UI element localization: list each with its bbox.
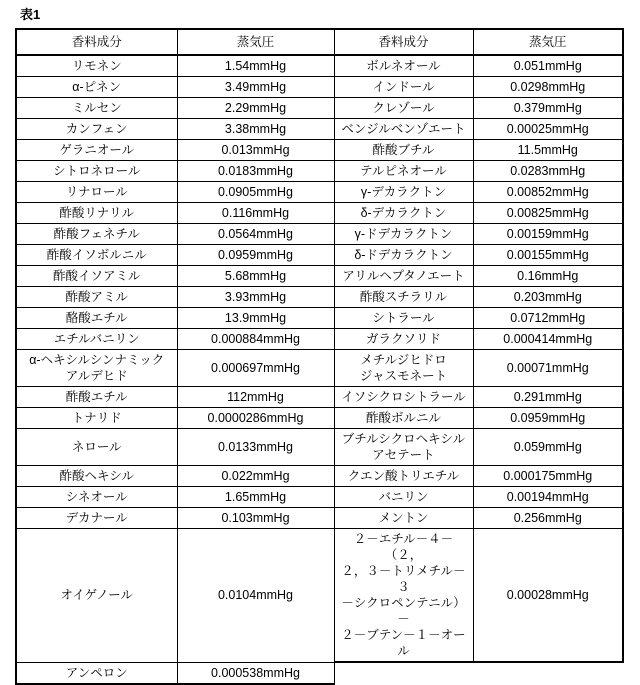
table-row: [16, 408, 623, 429]
table-row: [16, 224, 623, 245]
header-component-right: 香料成分: [334, 29, 473, 55]
vapor-pressure-cell: 0.203mmHg: [473, 287, 623, 308]
component-name-cell: α-ピネン: [16, 77, 177, 98]
vapor-pressure-cell: 0.000175mmHg: [473, 466, 623, 487]
component-name-cell: メントン: [334, 508, 473, 529]
component-name-cell: クレゾール: [334, 98, 473, 119]
component-name-cell: ２－エチル－４－（２， ２，３－トリメチル－３ －シクロペンテニル）－ ２－ブテン－１－オール: [334, 529, 473, 663]
table-row: [16, 98, 623, 119]
component-name-cell: γ-ドデカラクトン: [334, 224, 473, 245]
vapor-pressure-table: [15, 28, 624, 685]
vapor-pressure-cell: 0.0104mmHg: [177, 529, 334, 663]
component-name-cell: ガラクソリド: [334, 329, 473, 350]
table-row: [16, 662, 623, 684]
component-name-cell: エチルバニリン: [16, 329, 177, 350]
component-name-cell: ゲラニオール: [16, 140, 177, 161]
table-row: [16, 203, 623, 224]
component-name-cell: ネロール: [16, 429, 177, 466]
table-row: [16, 119, 623, 140]
table-row: [16, 77, 623, 98]
table-caption: 表1: [20, 7, 41, 22]
vapor-pressure-cell: 0.059mmHg: [473, 429, 623, 466]
component-name-cell: 酢酸ボルニル: [334, 408, 473, 429]
table-row: [16, 429, 623, 466]
vapor-pressure-cell: 0.051mmHg: [473, 55, 623, 77]
vapor-pressure-cell: 0.00825mmHg: [473, 203, 623, 224]
table-row: [16, 466, 623, 487]
header-vapor-pressure-left: 蒸気圧: [177, 29, 334, 55]
table-row: [16, 245, 623, 266]
vapor-pressure-cell: 0.0564mmHg: [177, 224, 334, 245]
vapor-pressure-cell: 3.93mmHg: [177, 287, 334, 308]
vapor-pressure-cell: 5.68mmHg: [177, 266, 334, 287]
vapor-pressure-cell: 0.0133mmHg: [177, 429, 334, 466]
vapor-pressure-cell: 0.0183mmHg: [177, 161, 334, 182]
table-row: [16, 266, 623, 287]
vapor-pressure-cell: 0.379mmHg: [473, 98, 623, 119]
component-name-cell: アリルヘプタノエート: [334, 266, 473, 287]
vapor-pressure-cell: 1.54mmHg: [177, 55, 334, 77]
header-vapor-pressure-right: 蒸気圧: [473, 29, 623, 55]
vapor-pressure-cell: 0.000697mmHg: [177, 350, 334, 387]
vapor-pressure-cell: 0.0959mmHg: [177, 245, 334, 266]
vapor-pressure-cell: 11.5mmHg: [473, 140, 623, 161]
component-name-cell: 酢酸リナリル: [16, 203, 177, 224]
component-name-cell: ミルセン: [16, 98, 177, 119]
table-row: [16, 487, 623, 508]
vapor-pressure-cell: 0.000884mmHg: [177, 329, 334, 350]
component-name-cell: δ-デカラクトン: [334, 203, 473, 224]
component-name-cell: イソシクロシトラール: [334, 387, 473, 408]
table-body: [16, 55, 623, 684]
component-name-cell: アンペロン: [16, 662, 177, 684]
component-name-cell: リモネン: [16, 55, 177, 77]
component-name-cell: ブチルシクロヘキシル アセテート: [334, 429, 473, 466]
table-row: [16, 55, 623, 77]
vapor-pressure-cell: 0.0959mmHg: [473, 408, 623, 429]
vapor-pressure-cell: 0.000538mmHg: [177, 662, 334, 684]
table-row: [16, 161, 623, 182]
vapor-pressure-cell: 0.0298mmHg: [473, 77, 623, 98]
component-name-cell: オイゲノール: [16, 529, 177, 663]
component-name-cell: カンフェン: [16, 119, 177, 140]
component-name-cell: δ-ドデカラクトン: [334, 245, 473, 266]
component-name-cell: 酢酸アミル: [16, 287, 177, 308]
table-row: [16, 308, 623, 329]
table-row: [16, 508, 623, 529]
component-name-cell: 酢酸エチル: [16, 387, 177, 408]
vapor-pressure-cell: 0.256mmHg: [473, 508, 623, 529]
component-name-cell: シトロネロール: [16, 161, 177, 182]
vapor-pressure-cell: 0.00155mmHg: [473, 245, 623, 266]
component-name-cell: シネオール: [16, 487, 177, 508]
component-name-cell: 酢酸ブチル: [334, 140, 473, 161]
vapor-pressure-cell: 0.116mmHg: [177, 203, 334, 224]
vapor-pressure-cell: 2.29mmHg: [177, 98, 334, 119]
component-name-cell: トナリド: [16, 408, 177, 429]
component-name-cell: α-ヘキシルシンナミック アルデヒド: [16, 350, 177, 387]
vapor-pressure-cell: 0.103mmHg: [177, 508, 334, 529]
component-name-cell: 酪酸エチル: [16, 308, 177, 329]
vapor-pressure-cell: 0.16mmHg: [473, 266, 623, 287]
table-row: [16, 182, 623, 203]
vapor-pressure-cell: 0.022mmHg: [177, 466, 334, 487]
component-name-cell: 酢酸イソボルニル: [16, 245, 177, 266]
vapor-pressure-cell: 0.00194mmHg: [473, 487, 623, 508]
header-row: [16, 29, 623, 55]
vapor-pressure-cell: 0.013mmHg: [177, 140, 334, 161]
vapor-pressure-cell: 0.0283mmHg: [473, 161, 623, 182]
vapor-pressure-cell: 0.000414mmHg: [473, 329, 623, 350]
component-name-cell: メチルジヒドロ ジャスモネート: [334, 350, 473, 387]
vapor-pressure-cell: 3.38mmHg: [177, 119, 334, 140]
header-component-left: 香料成分: [16, 29, 177, 55]
vapor-pressure-cell: 13.9mmHg: [177, 308, 334, 329]
component-name-cell: インドール: [334, 77, 473, 98]
table-row: [16, 387, 623, 408]
vapor-pressure-cell: 0.0712mmHg: [473, 308, 623, 329]
component-name-cell: デカナール: [16, 508, 177, 529]
component-name-cell: 酢酸ヘキシル: [16, 466, 177, 487]
component-name-cell: 酢酸イソアミル: [16, 266, 177, 287]
component-name-cell: 酢酸スチラリル: [334, 287, 473, 308]
vapor-pressure-cell: 0.0000286mmHg: [177, 408, 334, 429]
table-row: [16, 529, 623, 663]
table-row: [16, 287, 623, 308]
vapor-pressure-cell: 0.00852mmHg: [473, 182, 623, 203]
vapor-pressure-cell: 0.00071mmHg: [473, 350, 623, 387]
component-name-cell: シトラール: [334, 308, 473, 329]
table-row: [16, 350, 623, 387]
component-name-cell: 酢酸フェネチル: [16, 224, 177, 245]
vapor-pressure-cell: 0.00028mmHg: [473, 529, 623, 663]
table-row: [16, 140, 623, 161]
component-name-cell: テルピネオール: [334, 161, 473, 182]
vapor-pressure-cell: 112mmHg: [177, 387, 334, 408]
component-name-cell: バニリン: [334, 487, 473, 508]
component-name-cell: ボルネオール: [334, 55, 473, 77]
vapor-pressure-cell: 0.00025mmHg: [473, 119, 623, 140]
vapor-pressure-cell: 0.0905mmHg: [177, 182, 334, 203]
component-name-cell: クエン酸トリエチル: [334, 466, 473, 487]
vapor-pressure-cell: 3.49mmHg: [177, 77, 334, 98]
component-name-cell: γ-デカラクトン: [334, 182, 473, 203]
component-name-cell: ベンジルベンゾエート: [334, 119, 473, 140]
table-row: [16, 329, 623, 350]
vapor-pressure-cell: 0.291mmHg: [473, 387, 623, 408]
component-name-cell: リナロール: [16, 182, 177, 203]
vapor-pressure-cell: 1.65mmHg: [177, 487, 334, 508]
vapor-pressure-cell: 0.00159mmHg: [473, 224, 623, 245]
